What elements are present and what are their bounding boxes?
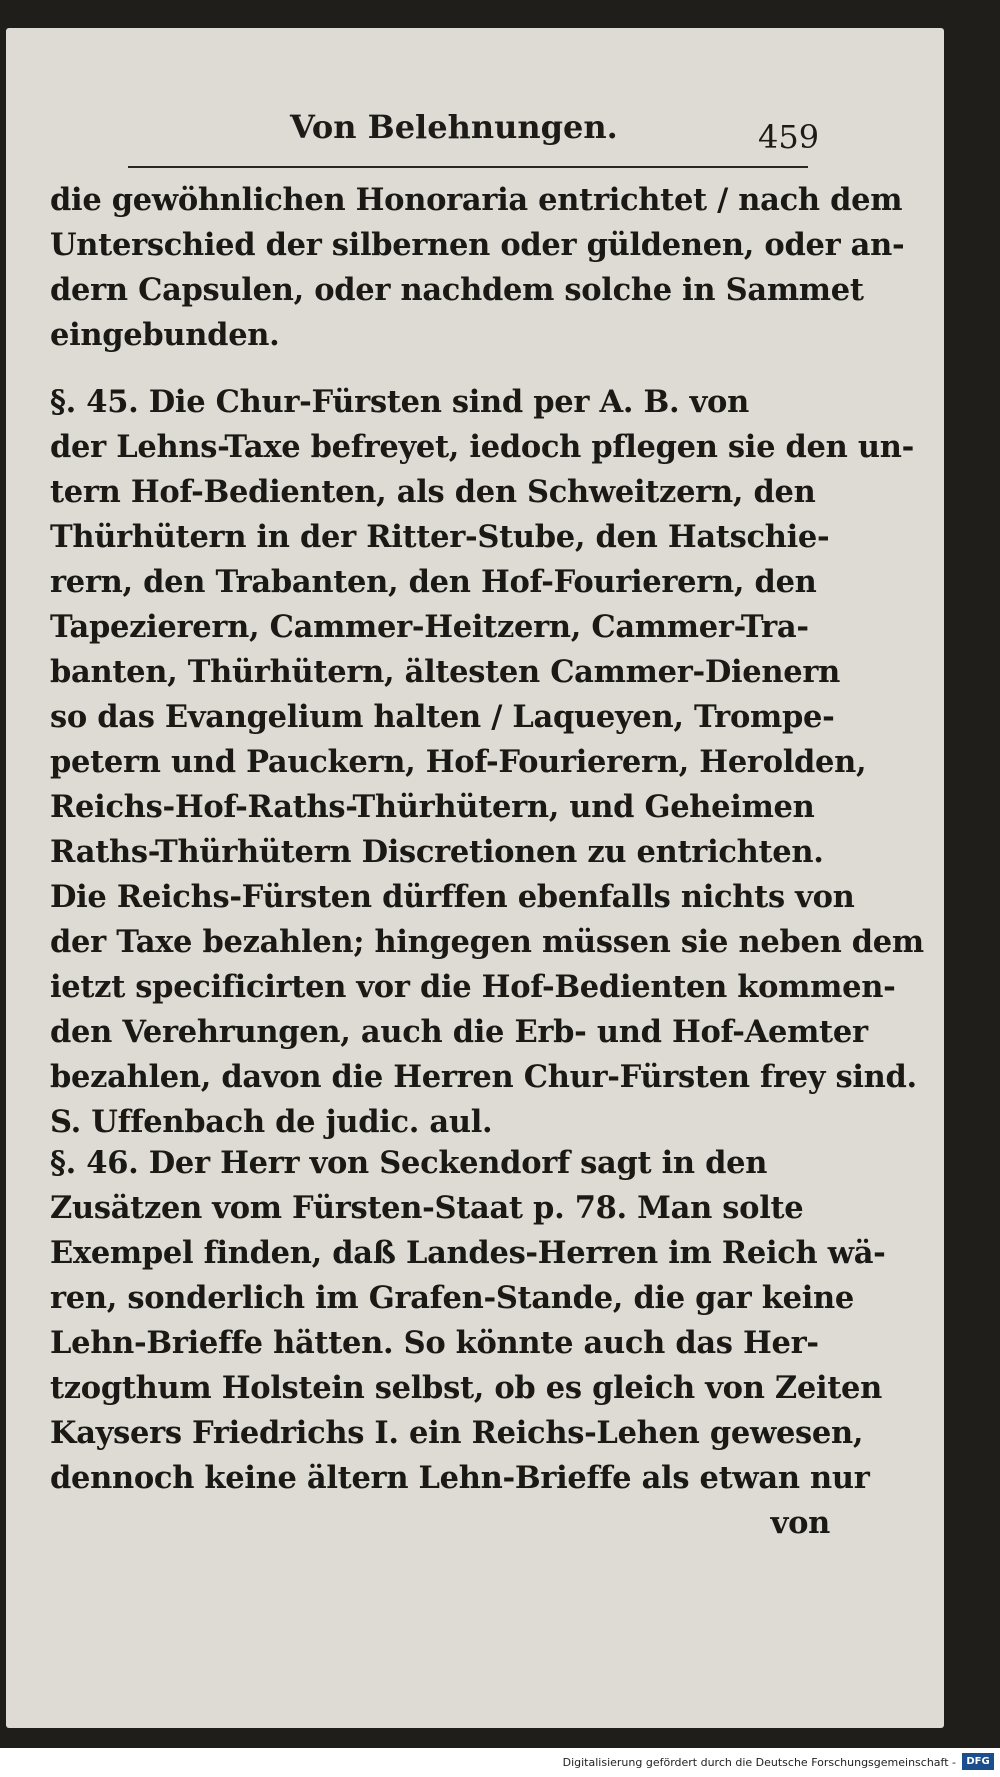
text-line: ren, sonderlich im Grafen-Stande, die gar keine	[50, 1280, 854, 1316]
text-line: Raths-Thürhütern Discretionen zu entrichten.	[50, 834, 824, 870]
paragraph-1	[50, 178, 905, 358]
text-line: Tapezierern, Cammer-Heitzern, Cammer-Tra-	[50, 609, 809, 645]
funding-credit: Digitalisierung gefördert durch die Deutsche Forschungsgemeinschaft -	[562, 1756, 956, 1769]
text-line: Unterschied der silbernen oder güldenen, oder an-	[50, 227, 905, 263]
text-line: Lehn-Brieffe hätten. So könnte auch das Her-	[50, 1325, 819, 1361]
text-line: S. Uffenbach de judic. aul.	[50, 1104, 493, 1140]
dfg-logo: DFG	[962, 1753, 994, 1770]
text-line: die gewöhnlichen Honoraria entrichtet / nach dem	[50, 182, 903, 218]
text-line: §. 45. Die Chur-Fürsten sind per A. B. von	[50, 384, 749, 420]
text-line: tzogthum Holstein selbst, ob es gleich von Zeiten	[50, 1370, 883, 1406]
text-line: Kaysers Friedrichs I. ein Reichs-Lehen gewesen,	[50, 1415, 864, 1451]
text-line: eingebunden.	[50, 317, 280, 353]
text-line: Die Reichs-Fürsten dürffen ebenfalls nichts von	[50, 879, 855, 915]
text-line: petern und Pauckern, Hof-Fourierern, Herolden,	[50, 744, 867, 780]
text-line: den Verehrungen, auch die Erb- und Hof-Aemter	[50, 1014, 868, 1050]
text-line: der Taxe bezahlen; hingegen müssen sie neben dem	[50, 924, 924, 960]
text-line: dennoch keine ältern Lehn-Brieffe als etwan nur	[50, 1460, 870, 1496]
page-number: 459	[758, 118, 820, 156]
text-line: banten, Thürhütern, ältesten Cammer-Dienern	[50, 654, 840, 690]
text-line: Thürhütern in der Ritter-Stube, den Hatschie-	[50, 519, 830, 555]
text-line: ietzt specificirten vor die Hof-Bedienten kommen-	[50, 969, 896, 1005]
catchword: von	[770, 1505, 830, 1541]
text-line: §. 46. Der Herr von Seckendorf sagt in den	[50, 1145, 768, 1181]
text-line: Reichs-Hof-Raths-Thürhütern, und Geheimen	[50, 789, 815, 825]
text-line: Exempel finden, daß Landes-Herren im Reich wä-	[50, 1235, 886, 1271]
text-line: so das Evangelium halten / Laqueyen, Trompe-	[50, 699, 835, 735]
text-line: bezahlen, davon die Herren Chur-Fürsten frey sind.	[50, 1059, 917, 1095]
footer-strip	[0, 1748, 1000, 1777]
text-line: Zusätzen vom Fürsten-Staat p. 78. Man solte	[50, 1190, 804, 1226]
paragraph-section-46	[50, 1141, 886, 1546]
header-rule	[128, 166, 808, 168]
text-line: dern Capsulen, oder nachdem solche in Sammet	[50, 272, 864, 308]
text-line: tern Hof-Bedienten, als den Schweitzern, den	[50, 474, 816, 510]
text-line: rern, den Trabanten, den Hof-Fourierern, den	[50, 564, 817, 600]
paragraph-section-45	[50, 380, 924, 1145]
running-title: Von Belehnungen.	[290, 108, 618, 146]
text-line: der Lehns-Taxe befreyet, iedoch pflegen sie den un-	[50, 429, 914, 465]
